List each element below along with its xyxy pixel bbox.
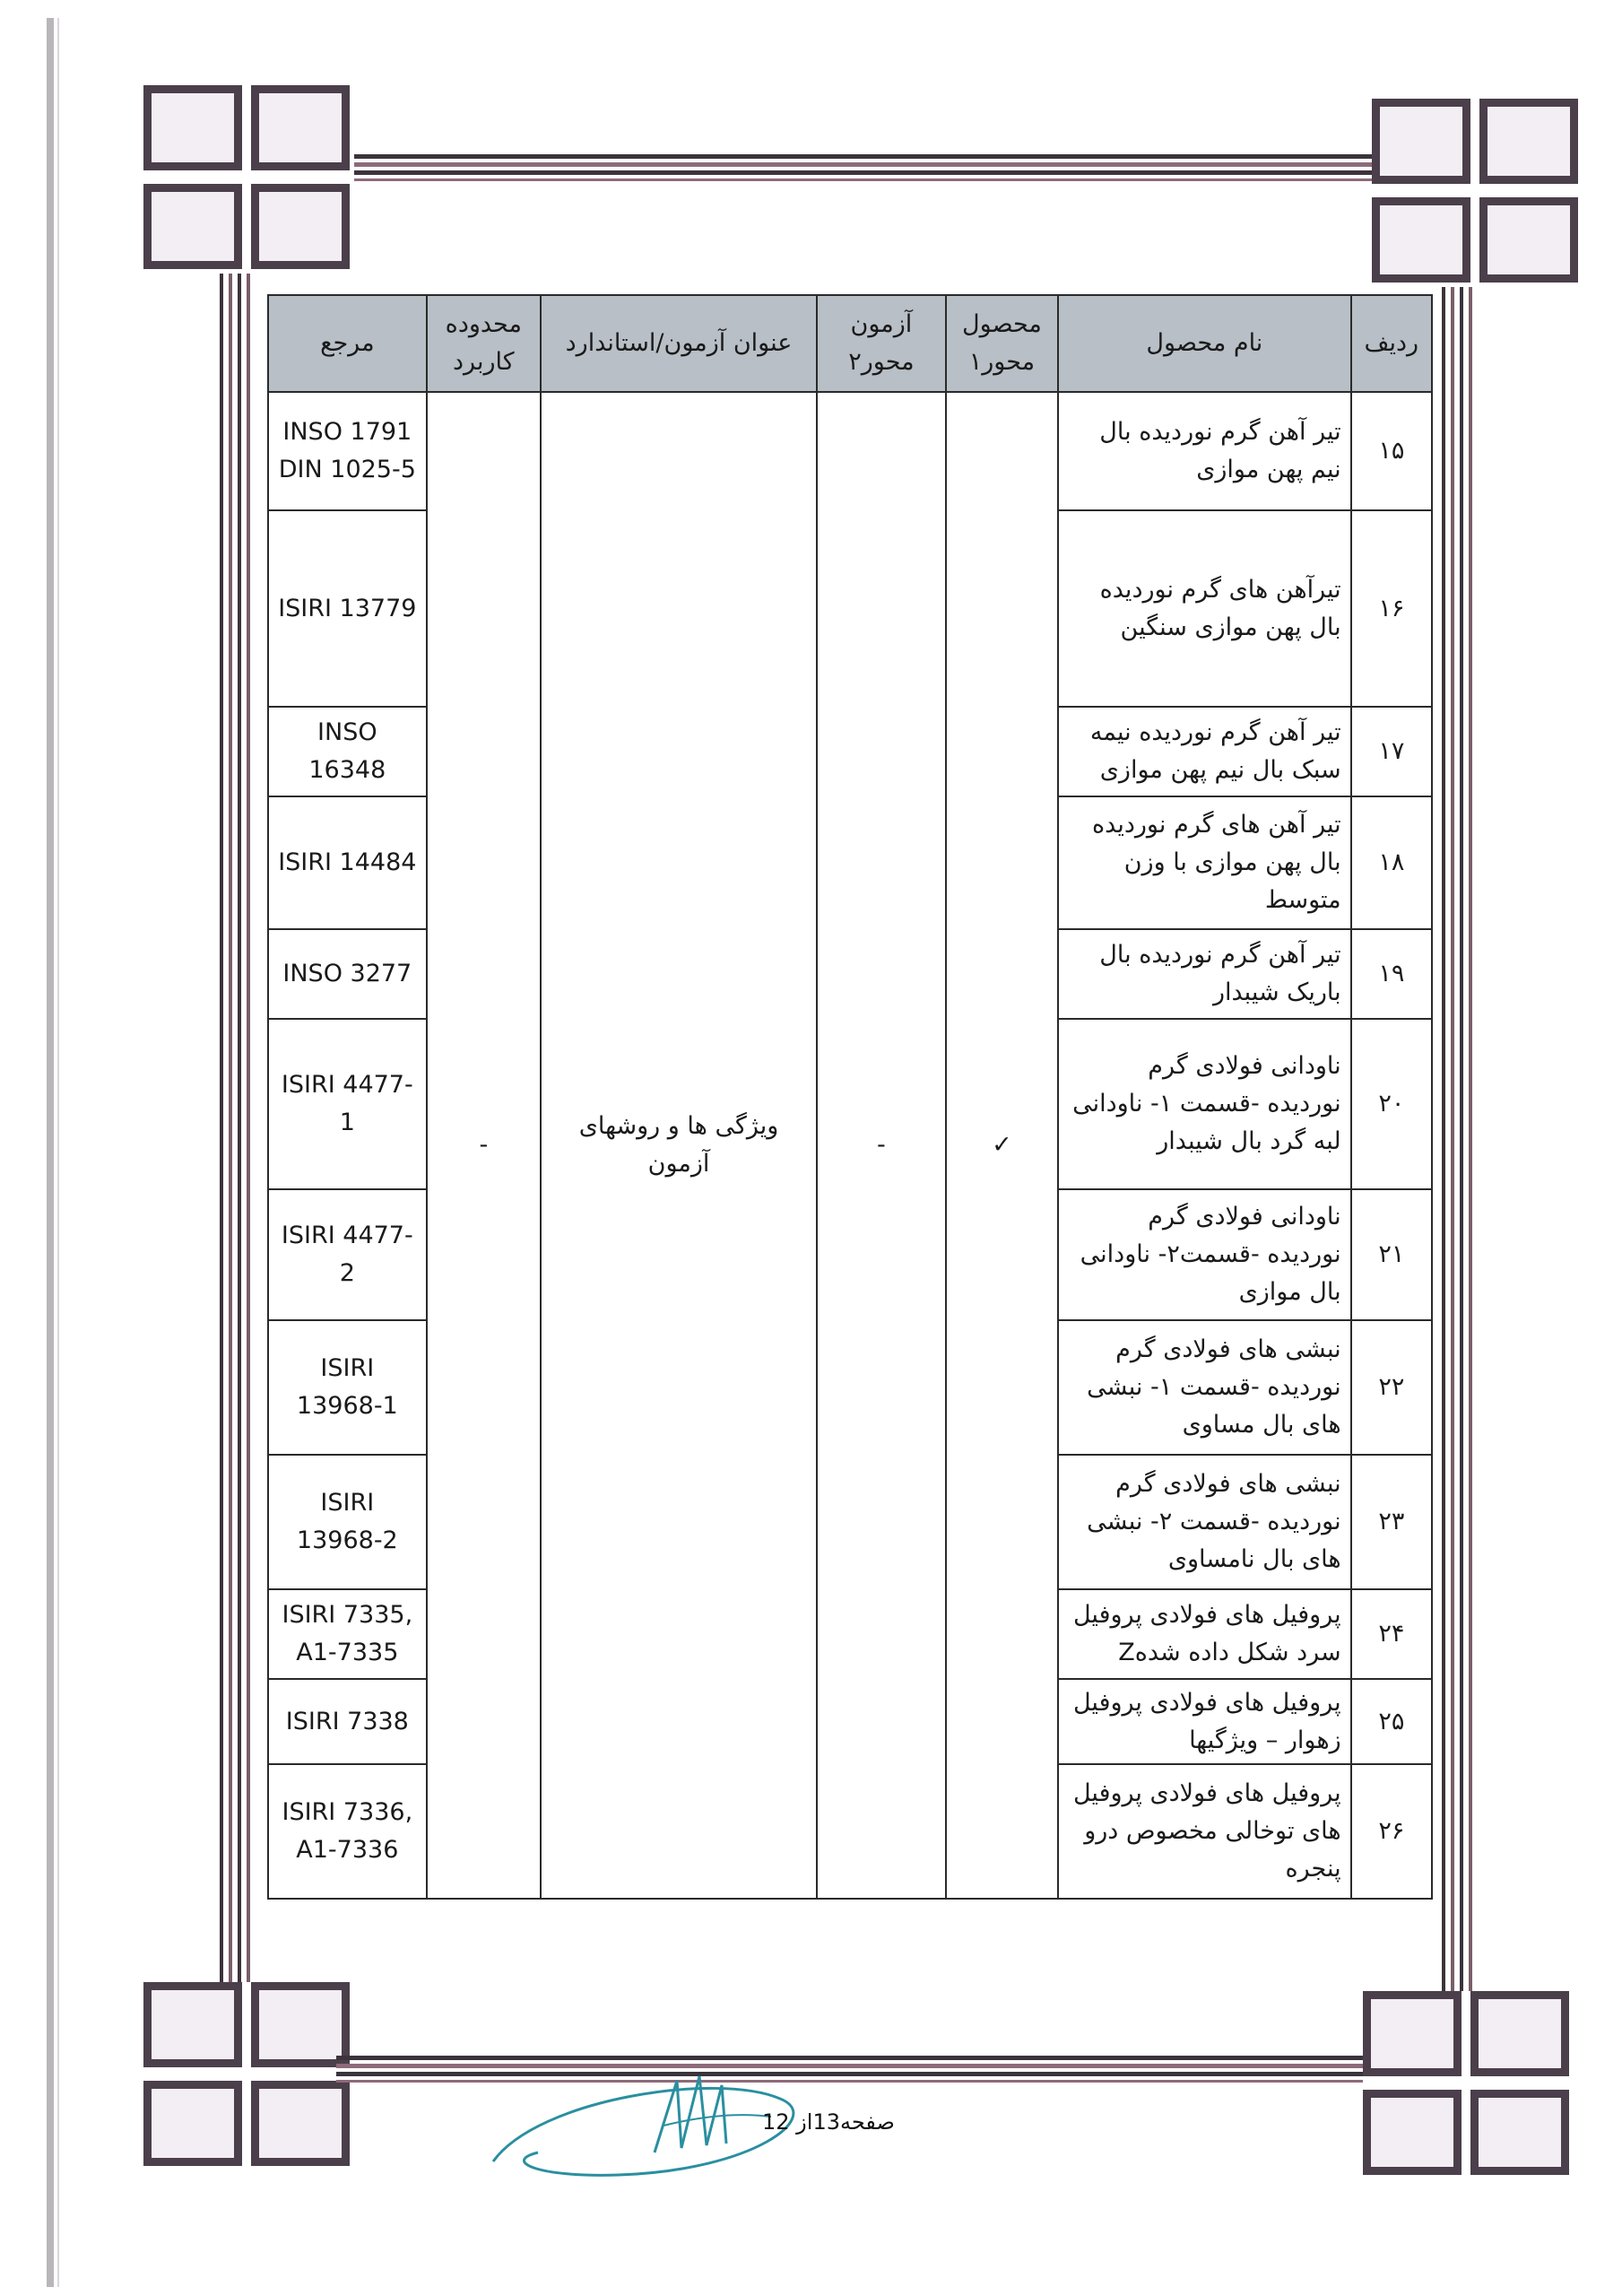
greek-key-ornament-top-right bbox=[1372, 99, 1578, 287]
reference: ISIRI 4477-2 bbox=[268, 1189, 427, 1320]
product-name: تیر آهن گرم نوردیده نیمه سبک بال نیم پهن موازی bbox=[1058, 707, 1351, 796]
reference: INSO 3277 bbox=[268, 929, 427, 1019]
header-product-based: محصول محور۱ bbox=[946, 295, 1058, 392]
product-name: پروفیل های فولادی پروفیل سرد شکل داده شدهZ bbox=[1058, 1589, 1351, 1679]
product-name: تیر آهن گرم نوردیده بال نیم پهن موازی bbox=[1058, 392, 1351, 510]
table-row bbox=[268, 392, 1432, 510]
row-number: ۱۶ bbox=[1351, 510, 1432, 707]
product-name: پروفیل های فولادی پروفیل های توخالی مخصوص درو پنجره bbox=[1058, 1764, 1351, 1899]
header-reference: مرجع bbox=[268, 295, 427, 392]
page-edge-shadow-light bbox=[57, 18, 59, 2287]
greek-key-ornament-bottom-left bbox=[143, 1982, 350, 2170]
row-number: ۱۷ bbox=[1351, 707, 1432, 796]
page-number: صفحه13از 12 bbox=[762, 2109, 895, 2135]
header-test-title: عنوان آزمون/استاندارد bbox=[541, 295, 817, 392]
row-number: ۲۴ bbox=[1351, 1589, 1432, 1679]
product-name: نبشی های فولادی گرم نوردیده -قسمت ۱- نبشی های بال مساوی bbox=[1058, 1320, 1351, 1455]
reference: ISIRI 14484 bbox=[268, 796, 427, 929]
header-product-name: نام محصول bbox=[1058, 295, 1351, 392]
reference: ISIRI 4477-1 bbox=[268, 1019, 427, 1189]
reference: ISIRI 13968-2 bbox=[268, 1455, 427, 1589]
row-number: ۱۸ bbox=[1351, 796, 1432, 929]
table-header-row bbox=[268, 295, 1432, 392]
row-number: ۱۵ bbox=[1351, 392, 1432, 510]
product-name: ناودانی فولادی گرم نوردیده -قسمت۲- ناودانی بال موازی bbox=[1058, 1189, 1351, 1320]
reference: ISIRI 7335, A1-7335 bbox=[268, 1589, 427, 1679]
reference: INSO 1791 DIN 1025-5 bbox=[268, 392, 427, 510]
test-title: ویژگی ها و روشهای آزمون bbox=[541, 392, 817, 1899]
reference: ISIRI 13968-1 bbox=[268, 1320, 427, 1455]
header-row-no: ردیف bbox=[1351, 295, 1432, 392]
page-edge-shadow bbox=[47, 18, 54, 2287]
row-number: ۱۹ bbox=[1351, 929, 1432, 1019]
product-based-check: ✓ bbox=[946, 392, 1058, 1899]
row-number: ۲۶ bbox=[1351, 1764, 1432, 1899]
product-name: نبشی های فولادی گرم نوردیده -قسمت ۲- نبشی های بال نامساوی bbox=[1058, 1455, 1351, 1589]
row-number: ۲۱ bbox=[1351, 1189, 1432, 1320]
border-band-right bbox=[1442, 287, 1478, 1991]
product-name: پروفیل های فولادی پروفیل زهوار – ویژگیها bbox=[1058, 1679, 1351, 1764]
reference: ISIRI 13779 bbox=[268, 510, 427, 707]
header-test-based: آزمون محور۲ bbox=[817, 295, 946, 392]
reference: INSO 16348 bbox=[268, 707, 427, 796]
row-number: ۲۵ bbox=[1351, 1679, 1432, 1764]
product-standards-table bbox=[267, 294, 1433, 1900]
border-band-top bbox=[354, 154, 1372, 190]
greek-key-ornament-bottom-right bbox=[1363, 1991, 1569, 2179]
row-number: ۲۳ bbox=[1351, 1455, 1432, 1589]
row-number: ۲۰ bbox=[1351, 1019, 1432, 1189]
scope-value: - bbox=[427, 392, 541, 1899]
border-band-left bbox=[220, 274, 256, 1982]
row-number: ۲۲ bbox=[1351, 1320, 1432, 1455]
product-name: تیرآهن های گرم نوردیده بال پهن موازی سنگین bbox=[1058, 510, 1351, 707]
test-based-value: - bbox=[817, 392, 946, 1899]
product-name: تیر آهن گرم نوردیده بال باریک شیبدار bbox=[1058, 929, 1351, 1019]
header-scope: محدوده کاربرد bbox=[427, 295, 541, 392]
product-name: ناودانی فولادی گرم نوردیده -قسمت ۱- ناودانی لبه گرد بال شیبدار bbox=[1058, 1019, 1351, 1189]
product-name: تیر آهن های گرم نوردیده بال پهن موازی با وزن متوسط bbox=[1058, 796, 1351, 929]
reference: ISIRI 7338 bbox=[268, 1679, 427, 1764]
reference: ISIRI 7336, A1-7336 bbox=[268, 1764, 427, 1899]
greek-key-ornament-top-left bbox=[143, 85, 350, 274]
